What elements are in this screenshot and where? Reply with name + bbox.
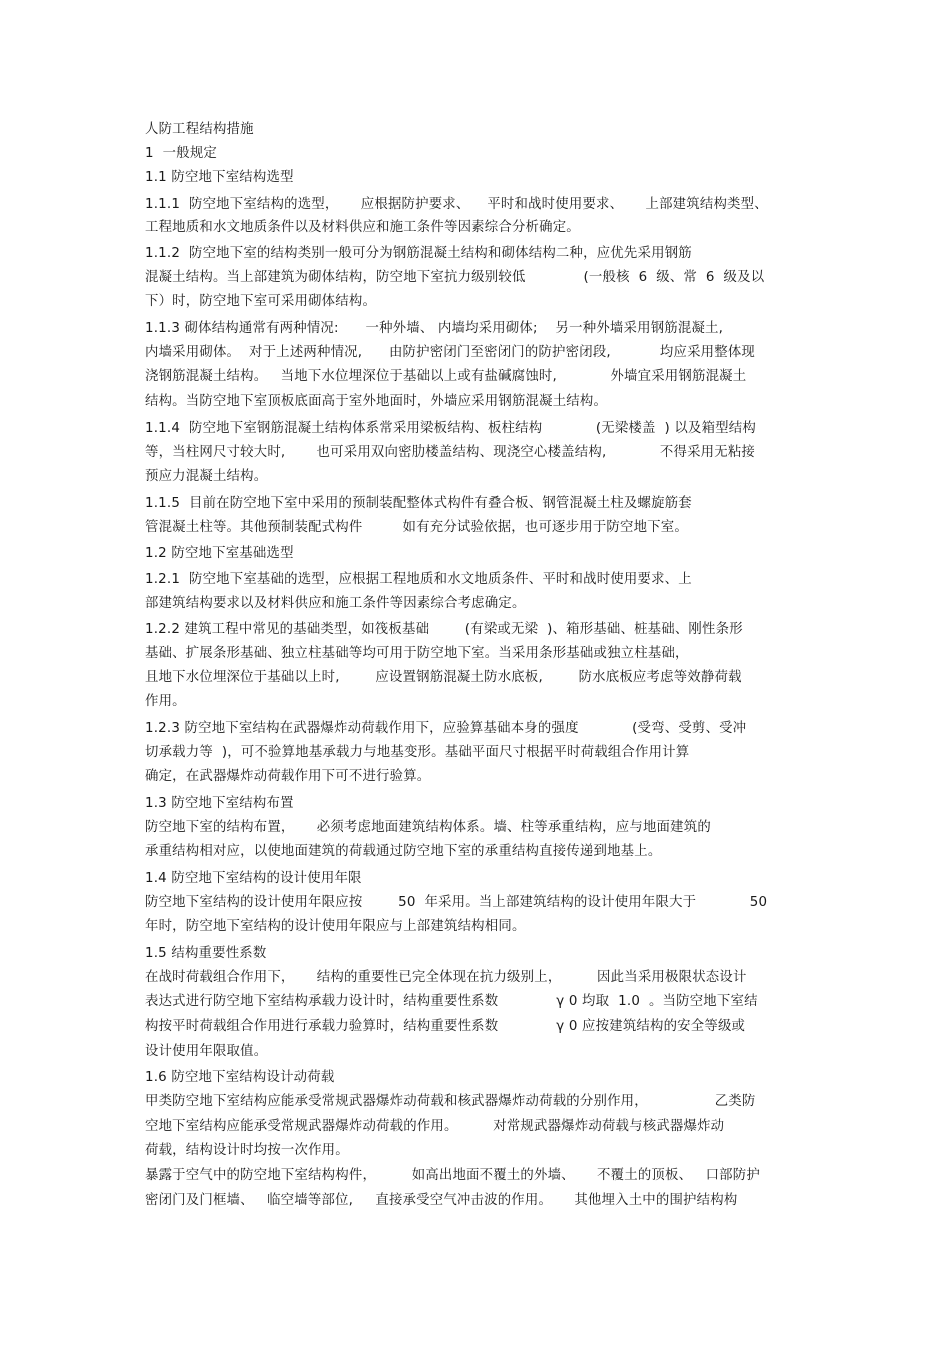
paragraph-line: 承重结构相对应，以使地面建筑的荷载通过防空地下室的承重结构直接传递到地基上。 bbox=[145, 844, 662, 859]
paragraph-line: 内墙采用砌体。 对于上述两种情况, 由防护密闭门至密闭门的防护密闭段, 均应采用整体现 bbox=[145, 345, 756, 360]
paragraph-line: 空地下室结构应能承受常规武器爆炸动荷载的作用。 对常规武器爆炸动荷载与核武器爆炸动 bbox=[145, 1119, 725, 1134]
paragraph-line: 在战时荷载组合作用下， 结构的重要性已完全体现在抗力级别上， 因此当采用极限状态设计 bbox=[145, 970, 747, 985]
paragraph-line: 密闭门及门框墙、 临空墙等部位, 直接承受空气冲击波的作用。 其他埋入土中的围护结构构 bbox=[145, 1193, 738, 1208]
paragraph-line: 预应力混凝土结构。 bbox=[145, 469, 268, 484]
paragraph-line: 混凝土结构。当上部建筑为砌体结构，防空地下室抗力级别较低 (一般核 6 级、常 6 级及以 bbox=[145, 270, 765, 285]
paragraph-line: 1.2.2 建筑工程中常见的基础类型，如筏板基础 (有梁或无梁 )、箱形基础、桩基础、刚性条形 bbox=[145, 622, 743, 637]
section-heading: 1 一般规定 bbox=[145, 146, 217, 161]
paragraph-line: 荷载，结构设计时均按一次作用。 bbox=[145, 1143, 349, 1158]
paragraph-line: 部建筑结构要求以及材料供应和施工条件等因素综合考虑确定。 bbox=[145, 596, 526, 611]
paragraph-line: 1.2.3 防空地下室结构在武器爆炸动荷载作用下，应验算基础本身的强度 (受弯、受剪、受冲 bbox=[145, 721, 747, 736]
paragraph-line: 工程地质和水文地质条件以及材料供应和施工条件等因素综合分析确定。 bbox=[145, 220, 580, 235]
section-heading: 1.3 防空地下室结构布置 bbox=[145, 796, 294, 811]
paragraph-line: 甲类防空地下室结构应能承受常规武器爆炸动荷载和核武器爆炸动荷载的分别作用， 乙类防 bbox=[145, 1094, 756, 1109]
section-heading: 1.4 防空地下室结构的设计使用年限 bbox=[145, 871, 362, 886]
paragraph-line: 管混凝土柱等。其他预制装配式构件 如有充分试验依据，也可逐步用于防空地下室。 bbox=[145, 520, 688, 535]
paragraph-line: 设计使用年限取值。 bbox=[145, 1044, 268, 1059]
paragraph-line: 切承载力等 )，可不验算地基承载力与地基变形。基础平面尺寸根据平时荷载组合作用计算 bbox=[145, 745, 690, 760]
paragraph-line: 下）时，防空地下室可采用砌体结构。 bbox=[145, 294, 377, 309]
paragraph-line: 作用。 bbox=[145, 694, 186, 709]
section-heading: 1.1 防空地下室结构选型 bbox=[145, 170, 294, 185]
paragraph-line: 且地下水位埋深位于基础以上时, 应设置钢筋混凝土防水底板, 防水底板应考虑等效静荷载 bbox=[145, 670, 742, 685]
paragraph-line: 1.1.2 防空地下室的结构类别一般可分为钢筋混凝土结构和砌体结构二种，应优先采用钢筋 bbox=[145, 246, 692, 261]
paragraph-line: 防空地下室的结构布置， 必须考虑地面建筑结构体系。墙、柱等承重结构，应与地面建筑的 bbox=[145, 820, 711, 835]
paragraph-line: 暴露于空气中的防空地下室结构构件， 如高出地面不覆土的外墙、 不覆土的顶板、 口部防护 bbox=[145, 1168, 760, 1183]
section-heading: 1.5 结构重要性系数 bbox=[145, 946, 267, 961]
paragraph-line: 年时，防空地下室结构的设计使用年限应与上部建筑结构相同。 bbox=[145, 919, 526, 934]
paragraph-line: 1.1.1 防空地下室结构的选型， 应根据防护要求、 平时和战时使用要求、 上部建筑结构类型、 bbox=[145, 197, 768, 212]
paragraph-line: 确定，在武器爆炸动荷载作用下可不进行验算。 bbox=[145, 769, 431, 784]
paragraph-line: 构按平时荷载组合作用进行承载力验算时，结构重要性系数 γ 0 应按建筑结构的安全等级或 bbox=[145, 1019, 746, 1034]
paragraph-line: 1.1.3 砌体结构通常有两种情况: 一种外墙、 内墙均采用砌体; 另一种外墙采用钢筋混凝土, bbox=[145, 321, 724, 336]
paragraph-line: 等，当柱网尺寸较大时, 也可采用双向密肋楼盖结构、现浇空心楼盖结构, 不得采用无粘接 bbox=[145, 445, 756, 460]
paragraph-line: 防空地下室结构的设计使用年限应按 50 年采用。当上部建筑结构的设计使用年限大于 50 bbox=[145, 895, 768, 910]
paragraph-line: 浇钢筋混凝土结构。 当地下水位埋深位于基础以上或有盐碱腐蚀时, 外墙宜采用钢筋混凝土 bbox=[145, 369, 747, 384]
paragraph-line: 基础、扩展条形基础、独立柱基础等均可用于防空地下室。当采用条形基础或独立柱基础， bbox=[145, 646, 689, 661]
paragraph-line: 1.1.4 防空地下室钢筋混凝土结构体系常采用梁板结构、板柱结构 (无梁楼盖 ) 以及箱型结构 bbox=[145, 421, 756, 436]
section-heading: 1.2 防空地下室基础选型 bbox=[145, 546, 294, 561]
paragraph-line: 表达式进行防空地下室结构承载力设计时，结构重要性系数 γ 0 均取 1.0 。当防空地下室结 bbox=[145, 994, 758, 1009]
paragraph-line: 1.1.5 目前在防空地下室中采用的预制装配整体式构件有叠合板、钢管混凝土柱及螺旋筋套 bbox=[145, 496, 692, 511]
paragraph-line: 结构。当防空地下室顶板底面高于室外地面时，外墙应采用钢筋混凝土结构。 bbox=[145, 394, 608, 409]
doc-title: 人防工程结构措施 bbox=[145, 122, 254, 137]
paragraph-line: 1.2.1 防空地下室基础的选型，应根据工程地质和水文地质条件、平时和战时使用要求、上 bbox=[145, 572, 692, 587]
section-heading: 1.6 防空地下室结构设计动荷载 bbox=[145, 1070, 335, 1085]
